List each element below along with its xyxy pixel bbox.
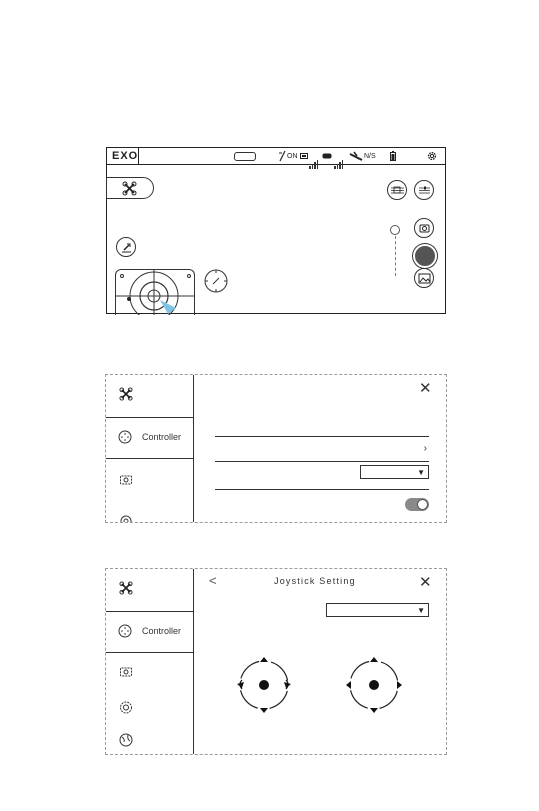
sliders-icon (418, 186, 431, 195)
chevron-down-icon: ▼ (417, 606, 425, 615)
close-icon[interactable]: ✕ (419, 574, 432, 591)
battery-icon (390, 151, 396, 161)
sidebar-separator (106, 652, 193, 653)
joystick-settings-panel (105, 568, 447, 755)
camera-switch-button[interactable] (414, 218, 434, 238)
mode-indicator[interactable] (234, 152, 256, 161)
camera-icon[interactable] (119, 665, 133, 679)
speed-icon (390, 186, 405, 195)
drone-icon (119, 387, 133, 401)
app-logo: EXO (112, 150, 139, 162)
sidebar-item-camera[interactable] (106, 459, 193, 499)
controller-icon (118, 624, 132, 638)
status-bar (107, 148, 445, 165)
drone-icon (122, 181, 137, 196)
row-divider (215, 461, 429, 462)
satellite-count-text: N/S (364, 153, 376, 160)
camera-icon (119, 473, 133, 487)
satellite-icon (349, 151, 363, 161)
chevron-down-icon: ▼ (417, 468, 425, 477)
row-divider (215, 489, 429, 490)
sidebar-item-drone[interactable] (106, 569, 193, 611)
flight-view-screen (106, 147, 446, 314)
sidebar-item-label: Controller (142, 432, 182, 442)
settings-panel (105, 374, 447, 523)
gps-status-text: ON (287, 153, 298, 160)
speed-button[interactable] (387, 180, 407, 200)
camera-switch-icon (418, 222, 431, 235)
sidebar-item-drone[interactable] (106, 375, 193, 417)
sidebar-item-controller[interactable] (106, 418, 193, 458)
controller-icon (118, 430, 132, 444)
gimbal-icon[interactable] (119, 701, 133, 714)
video-link-icon (322, 153, 332, 159)
gimbal-slider-track[interactable] (395, 236, 396, 276)
logo-divider (138, 148, 139, 164)
left-joystick-icon (233, 654, 295, 716)
takeoff-landing-icon (120, 241, 133, 254)
gear-icon[interactable] (426, 150, 438, 162)
toggle-knob (417, 499, 428, 510)
settings-toggle[interactable] (405, 498, 429, 511)
minimap-icon (116, 270, 195, 315)
settings-row-link[interactable] (215, 437, 429, 461)
joystick-mode-dropdown[interactable] (326, 603, 429, 617)
globe-icon[interactable] (119, 733, 133, 747)
takeoff-landing-button[interactable] (116, 237, 136, 257)
settings-dropdown[interactable] (360, 465, 429, 479)
minimap-panel[interactable] (115, 269, 195, 315)
remote-icon (300, 153, 308, 159)
sidebar-divider (193, 375, 194, 522)
compass-icon (204, 269, 228, 293)
gimbal-slider-handle[interactable] (390, 225, 400, 235)
close-icon[interactable]: ✕ (419, 380, 432, 397)
chevron-right-icon: › (423, 443, 427, 454)
adjust-button[interactable] (414, 180, 434, 200)
page-title: Joystick Setting (274, 576, 356, 586)
sidebar-divider (193, 569, 194, 754)
gps-slash-icon (278, 150, 287, 162)
remote-signal-bars (309, 151, 319, 169)
back-chevron-icon[interactable]: < (209, 573, 217, 588)
sidebar-item-label: Controller (142, 626, 182, 636)
gallery-button[interactable] (414, 268, 434, 288)
sidebar-item-controller[interactable] (106, 612, 193, 652)
right-joystick-icon (343, 654, 405, 716)
drone-icon (119, 581, 133, 595)
gimbal-icon[interactable] (119, 514, 133, 522)
drone-status-button[interactable] (106, 177, 154, 199)
video-signal-bars (334, 151, 344, 169)
gallery-icon (418, 273, 431, 284)
shutter-button[interactable] (413, 244, 437, 268)
